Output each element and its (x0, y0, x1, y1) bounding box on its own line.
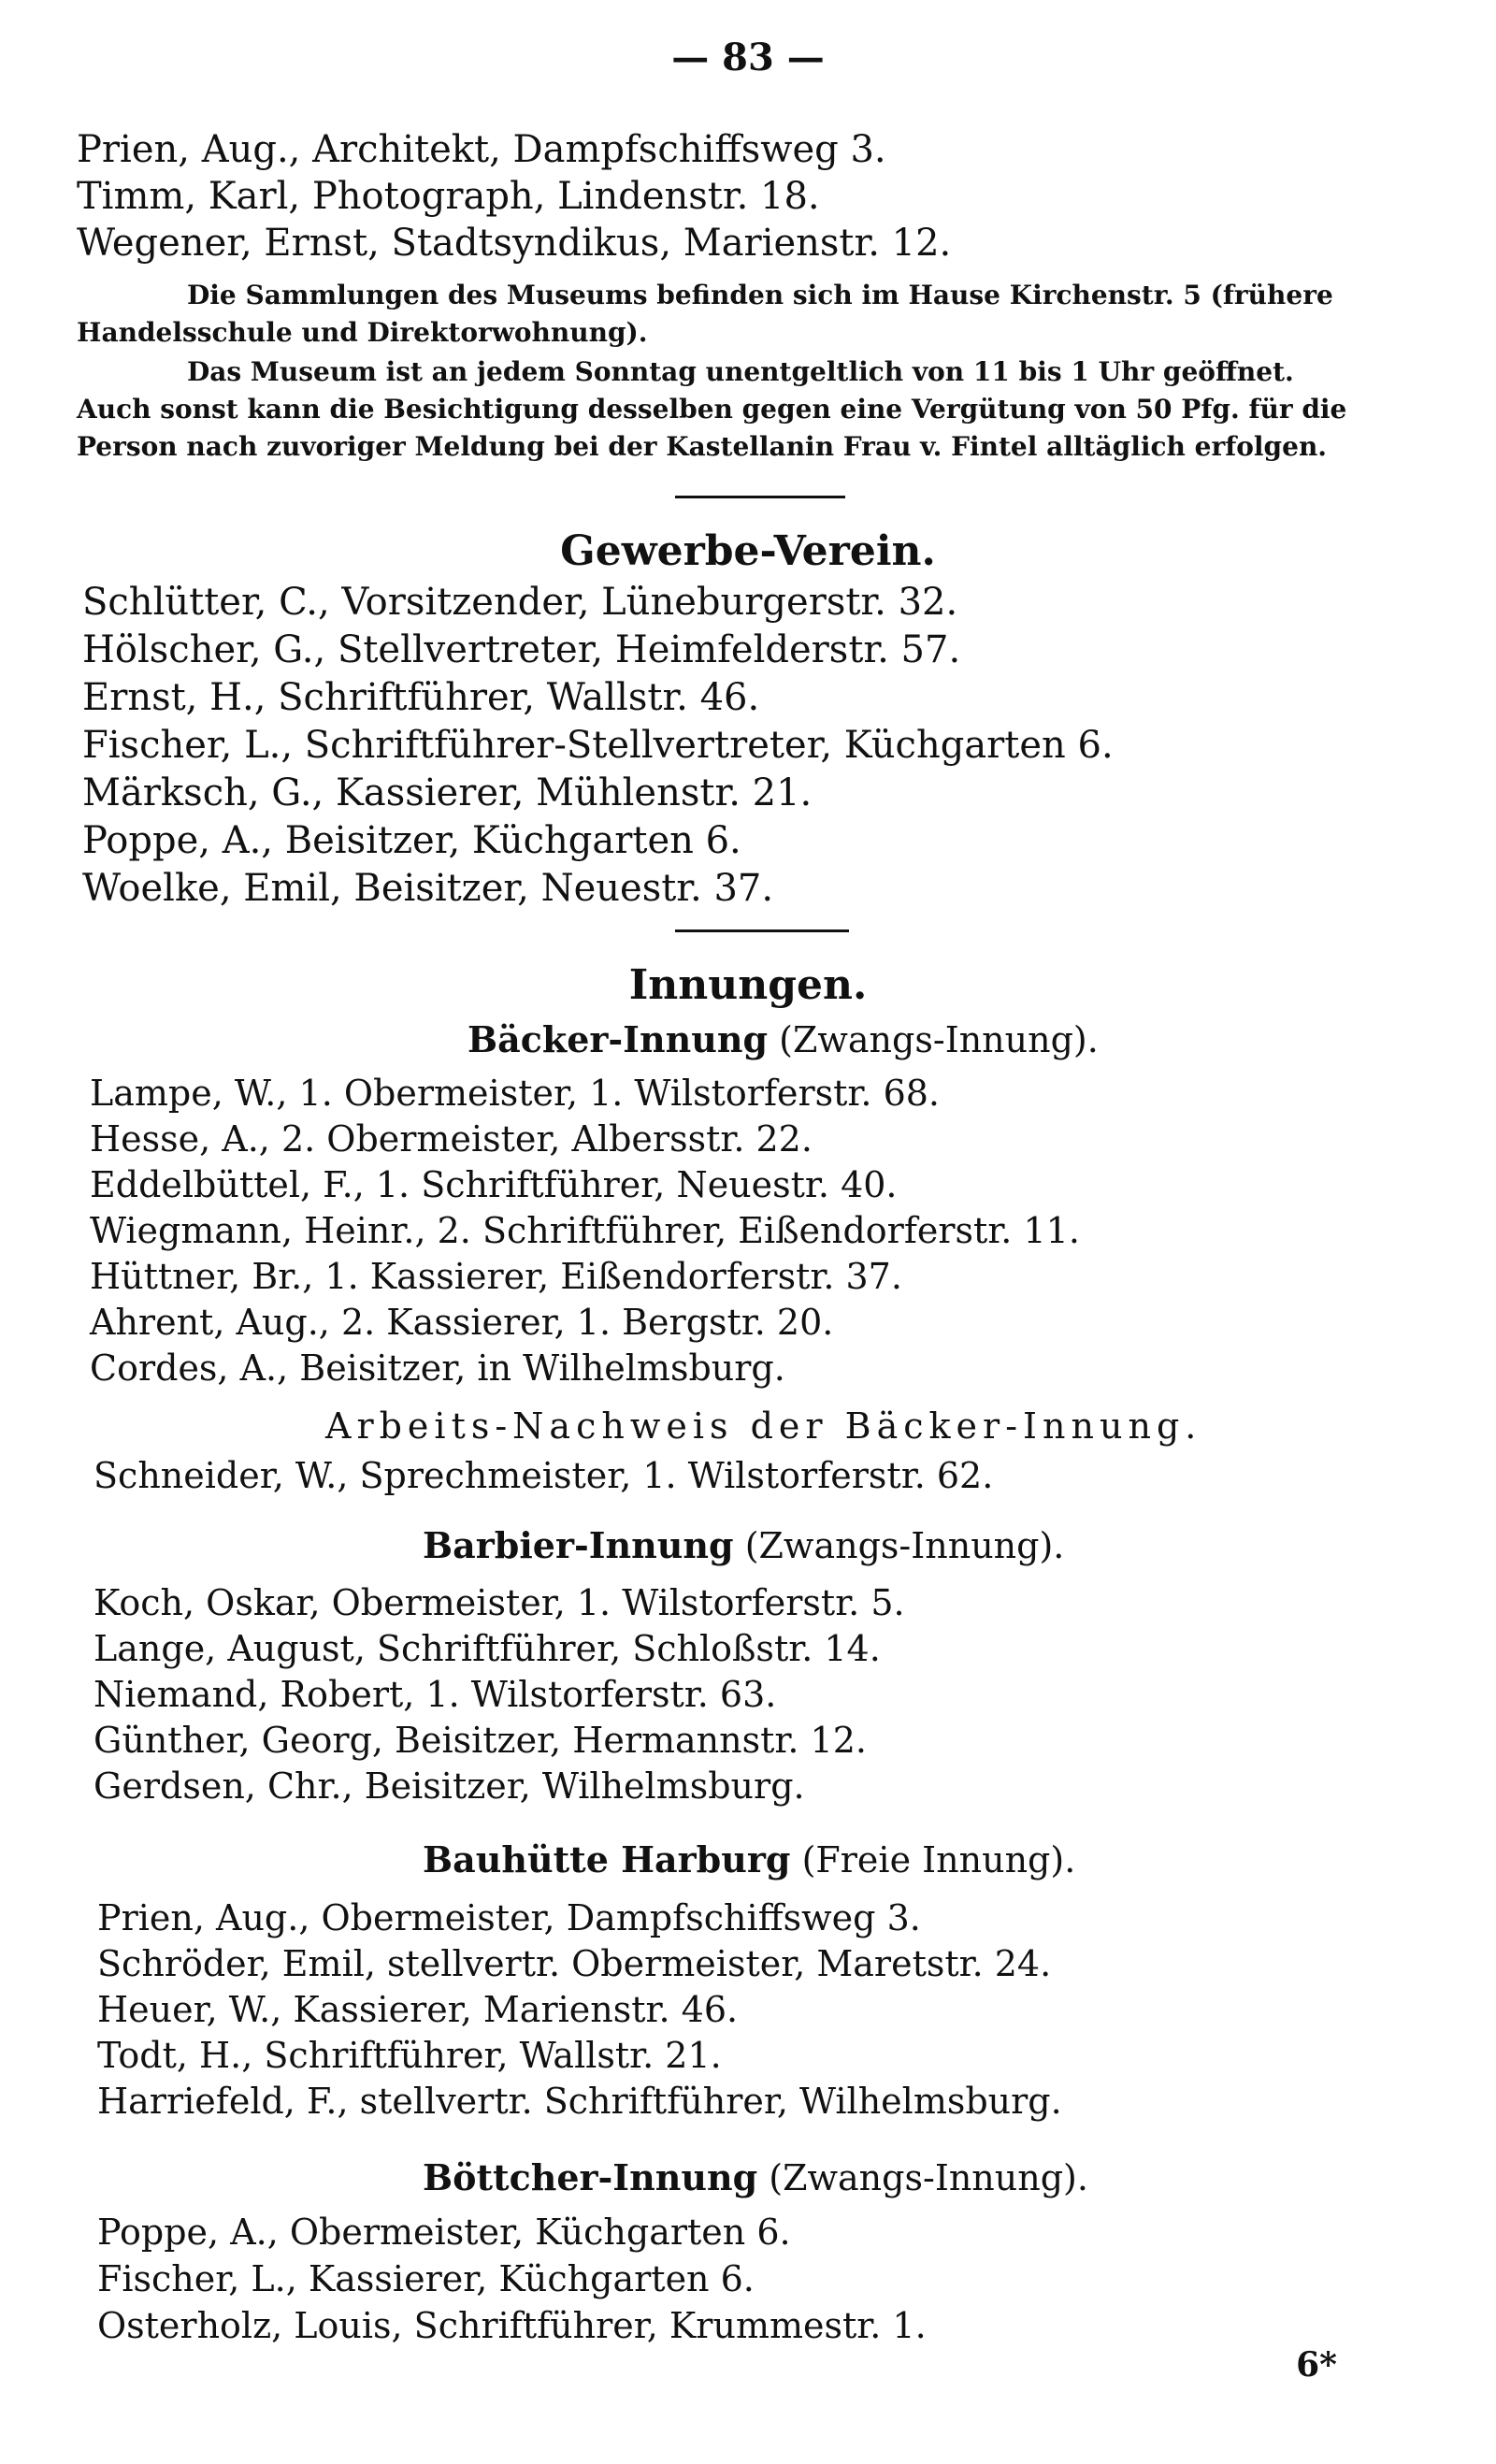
list-item: Harriefeld, F., stellvertr. Schriftführer, Wilhelmsburg. (97, 2081, 1062, 2122)
list-item: Cordes, A., Beisitzer, in Wilhelmsburg. (90, 1347, 785, 1389)
guild-kind: (Zwangs-Innung). (779, 1019, 1099, 1060)
list-item: Hüttner, Br., 1. Kassierer, Eißendorferstr. 37. (90, 1256, 902, 1297)
list-item: Gerdsen, Chr., Beisitzer, Wilhelmsburg. (94, 1765, 805, 1807)
museum-note-line: Handelsschule und Direktorwohnung). (77, 317, 648, 348)
list-item: Hölscher, G., Stellvertreter, Heimfelderstr. 57. (82, 628, 961, 671)
list-item: Schneider, W., Sprechmeister, 1. Wilstorferstr. 62. (94, 1455, 994, 1496)
list-item: Heuer, W., Kassierer, Marienstr. 46. (97, 1989, 739, 2030)
subsection-heading-barbier (423, 1524, 1065, 1566)
list-item: Ernst, H., Schriftführer, Wallstr. 46. (82, 676, 760, 719)
subsection-heading-arbeitsnachweis: Arbeits-Nachweis der Bäcker-Innung. (325, 1405, 1202, 1447)
list-item: Lange, August, Schriftführer, Schloßstr. 14. (94, 1628, 881, 1669)
list-item: Todt, H., Schriftführer, Wallstr. 21. (97, 2035, 722, 2076)
list-item: Schröder, Emil, stellvertr. Obermeister, Maretstr. 24. (97, 1943, 1052, 1984)
list-item: Niemand, Robert, 1. Wilstorferstr. 63. (94, 1674, 777, 1715)
list-item: Koch, Oskar, Obermeister, 1. Wilstorferstr. 5. (94, 1582, 905, 1623)
list-item: Wiegmann, Heinr., 2. Schriftführer, Eißendorferstr. 11. (90, 1210, 1080, 1251)
page-number: — 83 — (671, 36, 825, 79)
list-item: Günther, Georg, Beisitzer, Hermannstr. 12. (94, 1720, 867, 1761)
list-item: Lampe, W., 1. Obermeister, 1. Wilstorferstr. 68. (90, 1073, 941, 1114)
list-item: Hesse, A., 2. Obermeister, Albersstr. 22. (90, 1118, 813, 1160)
list-item: Eddelbüttel, F., 1. Schriftführer, Neuestr. 40. (90, 1164, 898, 1205)
subsection-heading-boettcher (423, 2156, 1088, 2198)
subsection-heading-bauhuette (423, 1838, 1076, 1880)
section-divider (675, 929, 849, 932)
guild-kind: (Zwangs-Innung). (769, 2157, 1088, 2198)
list-item: Prien, Aug., Obermeister, Dampfschiffsweg 3. (97, 1897, 921, 1938)
guild-name: Bauhütte Harburg (423, 1838, 791, 1880)
section-divider (675, 496, 845, 498)
list-item: Schlütter, C., Vorsitzender, Lüneburgerstr. 32. (82, 581, 958, 624)
signature-mark: 6* (1296, 2345, 1337, 2385)
guild-name: Böttcher-Innung (423, 2156, 758, 2198)
section-heading-gewerbe-verein: Gewerbe-Verein. (560, 527, 936, 575)
museum-note-line: Die Sammlungen des Museums befinden sich im Hause Kirchenstr. 5 (frühere (187, 280, 1333, 310)
museum-note-line: Das Museum ist an jedem Sonntag unentgeltlich von 11 bis 1 Uhr geöffnet. (187, 356, 1294, 387)
list-item: Woelke, Emil, Beisitzer, Neuestr. 37. (82, 867, 774, 910)
guild-kind: (Freie Innung). (801, 1839, 1076, 1880)
museum-note-line: Person nach zuvoriger Meldung bei der Kastellanin Frau v. Fintel alltäglich erfolgen. (77, 431, 1328, 462)
list-item: Märksch, G., Kassierer, Mühlenstr. 21. (82, 771, 813, 814)
list-item: Poppe, A., Beisitzer, Küchgarten 6. (82, 819, 741, 862)
guild-kind: (Zwangs-Innung). (744, 1525, 1065, 1566)
list-item: Fischer, L., Kassierer, Küchgarten 6. (97, 2258, 755, 2299)
guild-name: Bäcker-Innung (468, 1018, 769, 1060)
museum-note-line: Auch sonst kann die Besichtigung desselben gegen eine Vergütung von 50 Pfg. für die (77, 394, 1347, 425)
list-item: Osterholz, Louis, Schriftführer, Krummestr. 1. (97, 2305, 927, 2346)
list-item: Timm, Karl, Photograph, Lindenstr. 18. (77, 175, 820, 218)
list-item: Prien, Aug., Architekt, Dampfschiffsweg 3. (77, 128, 886, 171)
list-item: Wegener, Ernst, Stadtsyndikus, Marienstr. 12. (77, 222, 952, 265)
list-item: Fischer, L., Schriftführer-Stellvertreter, Küchgarten 6. (82, 724, 1114, 767)
list-item: Ahrent, Aug., 2. Kassierer, 1. Bergstr. 20. (90, 1302, 834, 1343)
list-item: Poppe, A., Obermeister, Küchgarten 6. (97, 2212, 791, 2253)
section-heading-innungen: Innungen. (628, 961, 868, 1009)
guild-name: Barbier-Innung (423, 1524, 734, 1566)
subsection-heading-baecker (468, 1018, 1099, 1060)
